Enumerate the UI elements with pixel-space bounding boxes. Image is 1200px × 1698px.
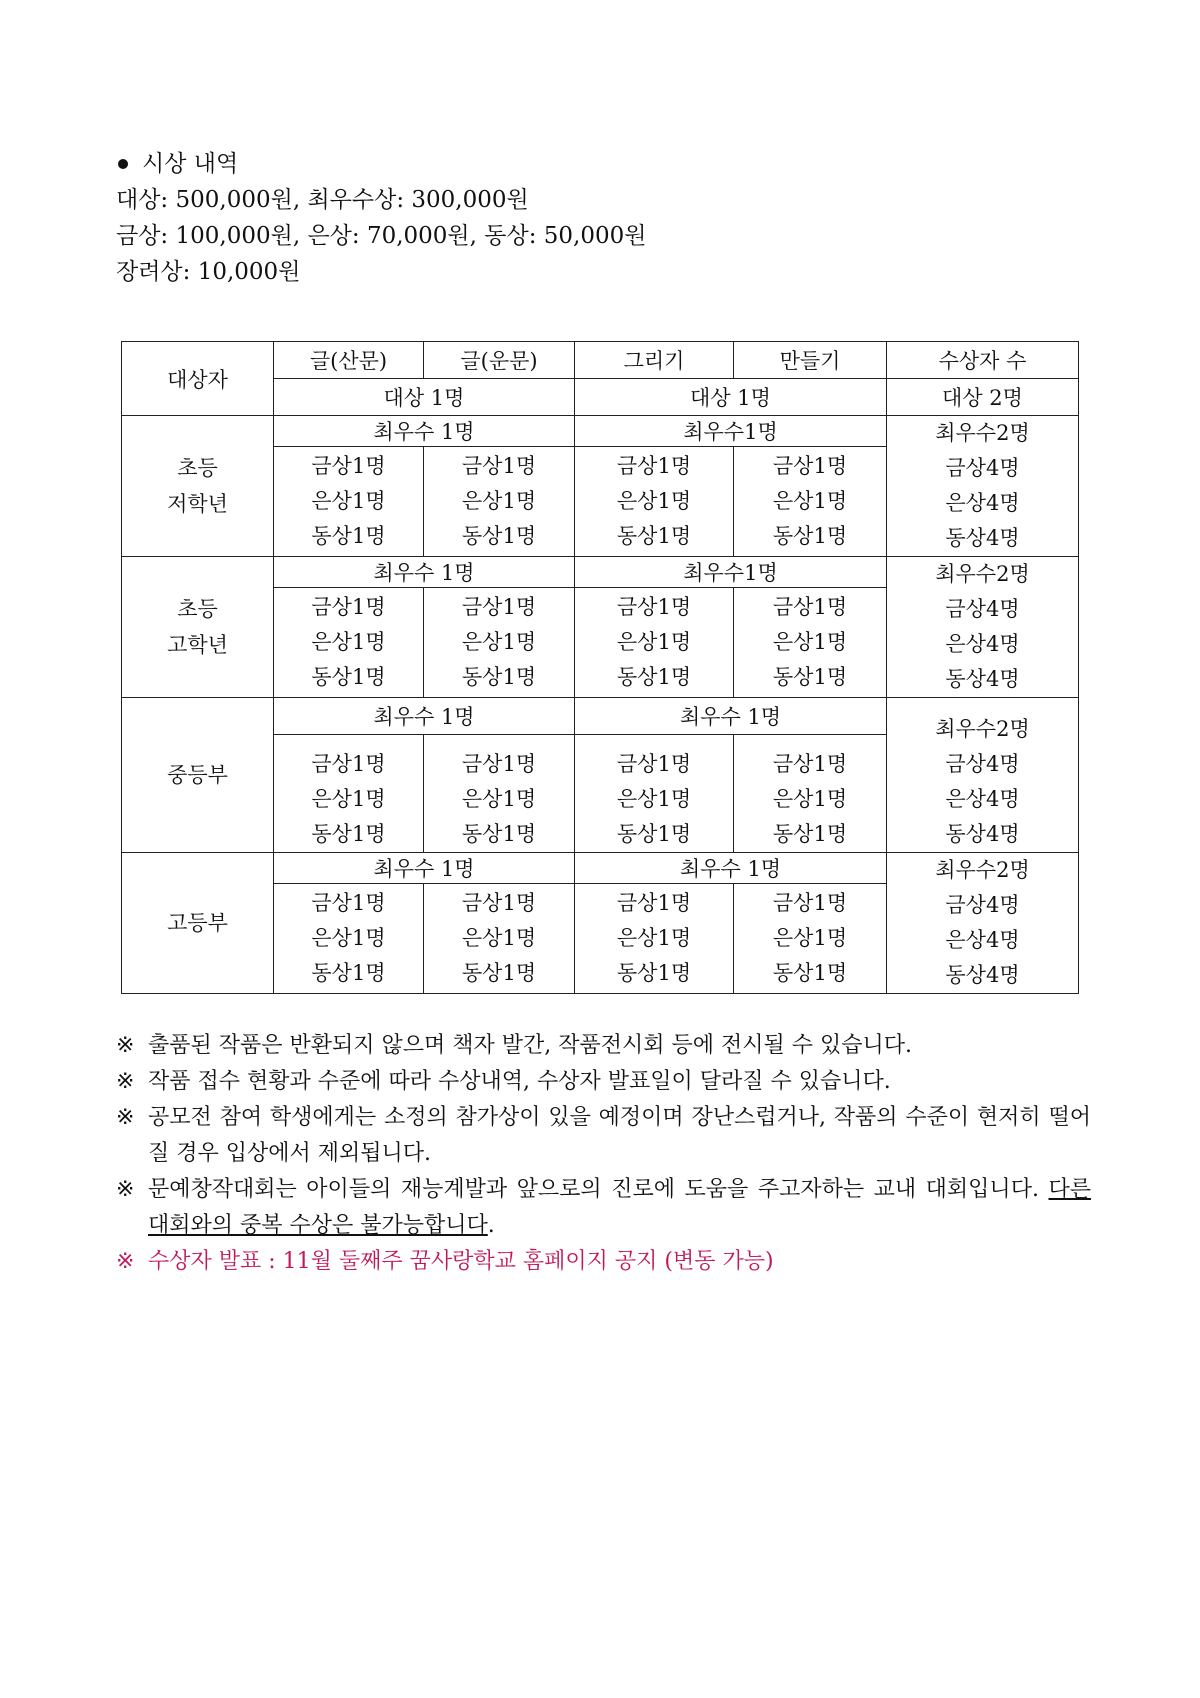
note-text: 출품된 작품은 반환되지 않으며 책자 발간, 작품전시회 등에 전시될 수 있습니다. bbox=[148, 1033, 912, 1058]
best-art: 최우수1명 bbox=[575, 557, 887, 588]
bronze-award: 동상1명 bbox=[616, 822, 692, 846]
announcement-text: 수상자 발표 : 11월 둘째주 꿈사랑학교 홈페이지 공지 (변동 가능) bbox=[148, 1249, 774, 1274]
silver-award: 은상1명 bbox=[616, 630, 692, 654]
bronze-award: 동상1명 bbox=[616, 961, 692, 985]
silver-award: 은상1명 bbox=[616, 489, 692, 513]
drawing-awards bbox=[575, 884, 734, 994]
gold-award: 금상1명 bbox=[311, 595, 386, 619]
note-text: 작품 접수 현황과 수준에 따라 수상내역, 수상자 발표일이 달라질 수 있습니다. bbox=[148, 1069, 891, 1094]
bronze-award: 동상1명 bbox=[311, 524, 386, 548]
silver-award: 은상1명 bbox=[311, 787, 386, 811]
total-silver: 은상4명 bbox=[945, 491, 1020, 515]
gold-award: 금상1명 bbox=[772, 752, 848, 776]
verse-awards bbox=[424, 735, 575, 853]
note-item bbox=[116, 1064, 1091, 1100]
prose-awards bbox=[274, 884, 424, 994]
silver-award: 은상1명 bbox=[772, 630, 848, 654]
gold-award: 금상1명 bbox=[772, 891, 848, 915]
bronze-award: 동상1명 bbox=[616, 524, 692, 548]
prose-awards bbox=[274, 447, 424, 557]
total-silver: 은상4명 bbox=[945, 787, 1020, 811]
best-writing: 최우수 1명 bbox=[274, 416, 575, 447]
bronze-award: 동상1명 bbox=[461, 665, 537, 689]
bronze-award: 동상1명 bbox=[461, 961, 537, 985]
target-header: 대상자 bbox=[122, 342, 274, 416]
grand-art: 대상 1명 bbox=[575, 379, 887, 416]
best-writing: 최우수 1명 bbox=[274, 698, 575, 735]
drawing-awards bbox=[575, 588, 734, 698]
header-row bbox=[122, 342, 1079, 379]
bronze-award: 동상1명 bbox=[461, 822, 537, 846]
total-best: 최우수2명 bbox=[935, 858, 1030, 882]
group-row bbox=[122, 557, 1079, 588]
group-totals bbox=[887, 416, 1079, 557]
reference-mark-icon: ※ bbox=[116, 1249, 135, 1274]
drawing-awards bbox=[575, 735, 734, 853]
total-bronze: 동상4명 bbox=[945, 963, 1020, 987]
grand-total: 대상 2명 bbox=[887, 379, 1079, 416]
gold-award: 금상1명 bbox=[616, 454, 692, 478]
drawing-header: 그리기 bbox=[575, 342, 734, 379]
contest-text: 문예창작대회는 아이들의 재능계발과 앞으로의 진로에 도움을 주고자하는 교내 대회입니다. bbox=[148, 1177, 1049, 1202]
gold-award: 금상1명 bbox=[311, 891, 386, 915]
verse-header: 글(운문) bbox=[424, 342, 575, 379]
prize-heading-text: 시상 내역 bbox=[142, 151, 239, 177]
best-art: 최우수1명 bbox=[575, 416, 887, 447]
group-name-line: 저학년 bbox=[167, 492, 228, 516]
group-name-line: 초등 bbox=[177, 597, 218, 621]
group-name-line: 중등부 bbox=[167, 763, 228, 787]
prize-line-encouragement: 장려상: 10,000원 bbox=[116, 259, 301, 285]
bronze-award: 동상1명 bbox=[461, 524, 537, 548]
group-name-line: 고등부 bbox=[167, 911, 228, 935]
prize-line-medals: 금상: 100,000원, 은상: 70,000원, 동상: 50,000원 bbox=[116, 223, 647, 249]
group-name bbox=[122, 853, 274, 994]
gold-award: 금상1명 bbox=[311, 752, 386, 776]
total-gold: 금상4명 bbox=[945, 893, 1020, 917]
group-row bbox=[122, 698, 1079, 735]
total-gold: 금상4명 bbox=[945, 456, 1020, 480]
verse-awards bbox=[424, 884, 575, 994]
reference-mark-icon: ※ bbox=[116, 1069, 135, 1094]
silver-award: 은상1명 bbox=[461, 787, 537, 811]
bronze-award: 동상1명 bbox=[311, 961, 386, 985]
bronze-award: 동상1명 bbox=[772, 665, 848, 689]
grand-writing: 대상 1명 bbox=[274, 379, 575, 416]
prize-heading bbox=[116, 146, 646, 182]
making-awards bbox=[734, 447, 887, 557]
total-best: 최우수2명 bbox=[935, 562, 1030, 586]
winners-header: 수상자 수 bbox=[887, 342, 1079, 379]
note-item bbox=[116, 1028, 1091, 1064]
total-bronze: 동상4명 bbox=[945, 822, 1020, 846]
bronze-award: 동상1명 bbox=[311, 822, 386, 846]
total-bronze: 동상4명 bbox=[945, 667, 1020, 691]
prize-line-grand: 대상: 500,000원, 최우수상: 300,000원 bbox=[116, 187, 529, 213]
silver-award: 은상1명 bbox=[616, 926, 692, 950]
silver-award: 은상1명 bbox=[311, 926, 386, 950]
gold-award: 금상1명 bbox=[311, 454, 386, 478]
bronze-award: 동상1명 bbox=[772, 961, 848, 985]
total-bronze: 동상4명 bbox=[945, 526, 1020, 550]
gold-award: 금상1명 bbox=[461, 891, 537, 915]
best-writing: 최우수 1명 bbox=[274, 853, 575, 884]
silver-award: 은상1명 bbox=[461, 630, 537, 654]
prize-section bbox=[116, 146, 646, 290]
reference-mark-icon: ※ bbox=[116, 1033, 135, 1058]
gold-award: 금상1명 bbox=[461, 454, 537, 478]
bullet-icon bbox=[118, 159, 128, 169]
gold-award: 금상1명 bbox=[461, 752, 537, 776]
prose-header: 글(산문) bbox=[274, 342, 424, 379]
silver-award: 은상1명 bbox=[461, 489, 537, 513]
award-table bbox=[121, 341, 1079, 994]
silver-award: 은상1명 bbox=[311, 630, 386, 654]
verse-awards bbox=[424, 447, 575, 557]
group-row bbox=[122, 853, 1079, 884]
group-name bbox=[122, 557, 274, 698]
silver-award: 은상1명 bbox=[461, 926, 537, 950]
best-art: 최우수 1명 bbox=[575, 853, 887, 884]
duplicate-award-warning: 다른 대회와의 중복 수상은 불가능합니다 bbox=[148, 1177, 1091, 1238]
making-awards bbox=[734, 588, 887, 698]
notes-section bbox=[116, 1028, 1091, 1280]
gold-award: 금상1명 bbox=[616, 891, 692, 915]
note-item bbox=[116, 1100, 1091, 1172]
total-gold: 금상4명 bbox=[945, 752, 1020, 776]
note-text bbox=[148, 1172, 1091, 1244]
making-awards bbox=[734, 735, 887, 853]
total-best: 최우수2명 bbox=[935, 421, 1030, 445]
reference-mark-icon: ※ bbox=[116, 1177, 135, 1202]
reference-mark-icon: ※ bbox=[116, 1105, 135, 1130]
group-name-line: 고학년 bbox=[167, 633, 228, 657]
total-silver: 은상4명 bbox=[945, 632, 1020, 656]
group-name-line: 초등 bbox=[177, 456, 218, 480]
silver-award: 은상1명 bbox=[616, 787, 692, 811]
total-silver: 은상4명 bbox=[945, 928, 1020, 952]
best-art: 최우수 1명 bbox=[575, 698, 887, 735]
prose-awards bbox=[274, 588, 424, 698]
announcement-note bbox=[116, 1244, 1091, 1280]
making-awards bbox=[734, 884, 887, 994]
prose-awards bbox=[274, 735, 424, 853]
bronze-award: 동상1명 bbox=[772, 822, 848, 846]
group-row bbox=[122, 416, 1079, 447]
group-name bbox=[122, 416, 274, 557]
bronze-award: 동상1명 bbox=[772, 524, 848, 548]
silver-award: 은상1명 bbox=[772, 787, 848, 811]
gold-award: 금상1명 bbox=[772, 595, 848, 619]
note-text: 공모전 참여 학생에게는 소정의 참가상이 있을 예정이며 장난스럽거나, 작품의 수준이 현저히 떨어질 경우 입상에서 제외됩니다. bbox=[148, 1105, 1091, 1166]
gold-award: 금상1명 bbox=[616, 752, 692, 776]
verse-awards bbox=[424, 588, 575, 698]
making-header: 만들기 bbox=[734, 342, 887, 379]
contest-end: . bbox=[487, 1213, 495, 1238]
total-gold: 금상4명 bbox=[945, 597, 1020, 621]
note-item-contest bbox=[116, 1172, 1091, 1244]
total-best: 최우수2명 bbox=[935, 717, 1030, 741]
group-totals bbox=[887, 853, 1079, 994]
group-totals bbox=[887, 698, 1079, 853]
group-totals bbox=[887, 557, 1079, 698]
silver-award: 은상1명 bbox=[772, 926, 848, 950]
drawing-awards bbox=[575, 447, 734, 557]
bronze-award: 동상1명 bbox=[616, 665, 692, 689]
gold-award: 금상1명 bbox=[772, 454, 848, 478]
bronze-award: 동상1명 bbox=[311, 665, 386, 689]
silver-award: 은상1명 bbox=[311, 489, 386, 513]
gold-award: 금상1명 bbox=[616, 595, 692, 619]
gold-award: 금상1명 bbox=[461, 595, 537, 619]
best-writing: 최우수 1명 bbox=[274, 557, 575, 588]
silver-award: 은상1명 bbox=[772, 489, 848, 513]
group-name bbox=[122, 698, 274, 853]
